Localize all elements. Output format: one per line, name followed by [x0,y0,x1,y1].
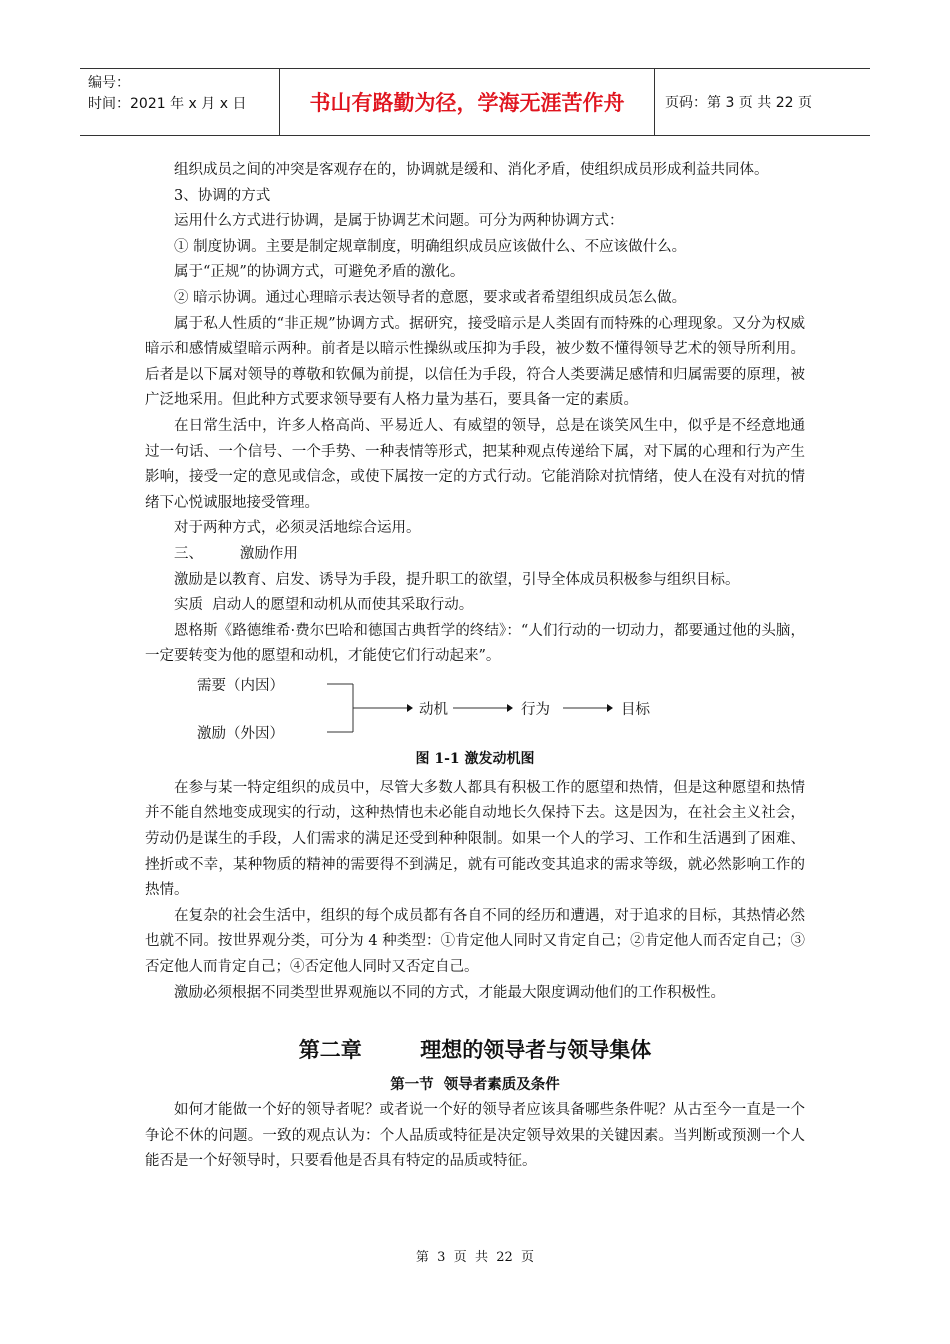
paragraph: 实质 启动人的愿望和动机从而使其采取行动。 [174,597,474,614]
diagram-behavior-label: 行为 [521,701,550,718]
section-heading-incentive: 三、 激励作用 [174,545,298,562]
paragraph: 对于两种方式，必须灵活地综合运用。 [174,520,421,537]
paragraph: 如何才能做一个好的领导者呢？或者说一个好的领导者应该具备哪些条件呢？从古至今一直是一个争论不休的问题。一致的观点认为：个人品质或特征是决定领导效果的关键因素。当判断或预测一个人能否是一个好领导时，只要看他是否具有特定的品质或特征。 [145,1102,805,1170]
page-footer: 第 3 页 共 22 页 [415,1250,535,1265]
diagram-goal-label: 目标 [621,701,650,718]
diagram-motive-label: 动机 [419,701,448,718]
paragraph: 属于“正规”的协调方式，可避免矛盾的激化。 [174,264,465,281]
paragraph: 3、协调的方式 [174,187,271,204]
paragraph: 运用什么方式进行协调，是属于协调艺术问题。可分为两种协调方式： [174,213,624,230]
header-meta [80,69,280,135]
paragraph: 在复杂的社会生活中，组织的每个成员都有各自不同的经历和遭遇，对于追求的目标，其热情必然也就不同。按世界观分类，可分为 4 种类型：①肯定他人同时又肯定自己；②肯定他人而否定自己；③否定他人而肯定自己；④否定他人同时又否定自己。 [145,907,805,976]
number-label: 编号： [88,75,130,91]
arrowhead-motive [407,704,413,712]
arrowhead-behavior [507,704,513,712]
header-page-label: 页码：第 3 页 共 22 页 [665,95,812,111]
page-header [80,68,870,136]
document-body [145,158,805,1175]
paragraph-group-a [145,158,805,670]
paragraph: 激励是以教育、启发、诱导为手段，提升职工的欲望，引导全体成员积极参与组织目标。 [174,571,740,588]
figure-caption: 图 1-1 激发动机图 [415,750,535,767]
paragraph: ② 暗示协调。通过心理暗示表达领导者的意愿，要求或者希望组织成员怎么做。 [174,289,687,306]
paragraph: 在日常生活中，许多人格高尚、平易近人、有威望的领导，总是在谈笑风生中，似乎是不经意地通过一句话、一个信号、一个手势、一种表情等形式，把某种观点传递给下属，对下属的心理和行为产生影响，接受一定的意见或信念，或使下属按一定的方式行动。它能消除对抗情绪，使人在没有对抗的情绪下心悦诚服地接受管理。 [145,417,805,511]
diagram-incentive-label: 激励（外因） [197,725,284,742]
motivation-diagram [145,672,805,744]
section-title: 第一节 领导者素质及条件 [390,1076,560,1094]
paragraph: ① 制度协调。主要是制定规章制度，明确组织成员应该做什么、不应该做什么。 [174,238,687,255]
paragraph: 在参与某一特定组织的成员中，尽管大多数人都具有积极工作的愿望和热情，但是这种愿望和热情并不能自然地变成现实的行动，这种热情也未必能自动地长久保持下去。这是因为，在社会主义社会，劳动仍是谋生的手段，人们需求的满足还受到种种限制。如果一个人的学习、工作和生活遇到了困难、挫折或不幸，某种物质的精神的需要得不到满足，就有可能改变其追求的需求等级，就必然影响工作的热情。 [145,779,805,899]
paragraph: 组织成员之间的冲突是客观存在的，协调就是缓和、消化矛盾，使组织成员形成利益共同体。 [174,162,769,178]
header-motto: 书山有路勤为径，学海无涯苦作舟 [280,69,655,135]
paragraph: 恩格斯《路德维希·费尔巴哈和德国古典哲学的终结》：“人们行动的一切动力，都要通过他的头脑，一定要转变为他的愿望和动机，才能使它们行动起来”。 [145,622,805,665]
diagram-connectors [145,672,805,744]
diagram-need-label: 需要（内因） [197,677,284,694]
paragraph: 属于私人性质的“非正规”协调方式。据研究，接受暗示是人类固有而特殊的心理现象。又分为权威暗示和感情威望暗示两种。前者是以暗示性操纵或压抑为手段，被少数不懂得领导艺术的领导所利用。后者是以下属对领导的尊敬和钦佩为前提，以信任为手段，符合人类要满足感情和归属需要的原理，被广泛地采用。但此种方式要求领导要有人格力量为基石，要具备一定的素质。 [145,315,805,409]
chapter-title: 第二章 理想的领导者与领导集体 [298,1037,652,1063]
paragraph-group-c [145,1098,805,1175]
paragraph: 激励必须根据不同类型世界观施以不同的方式，才能最大限度调动他们的工作积极性。 [174,984,725,1001]
paragraph-group-b [145,776,805,1006]
time-label: 时间：2021 年 x 月 x 日 [88,96,247,112]
arrowhead-goal [607,704,613,712]
